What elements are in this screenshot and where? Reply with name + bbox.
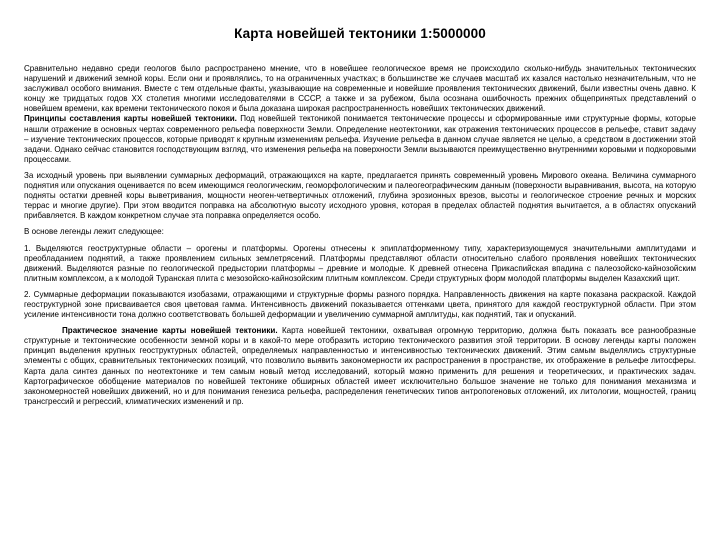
document-page xyxy=(24,0,696,407)
page-title: Карта новейшей тектоники 1:5000000 xyxy=(234,26,486,41)
document-body xyxy=(24,64,696,407)
paragraph-legend-item-1 xyxy=(24,244,696,284)
paragraph-text: Карта новейшей тектоники, охватывая огромную территорию, должна быть показать все разнообразные структурные и тектонические особенности земной коры и в какой-то мере отобразить историю тектонического развития этой территории. В основу легенды карты положен принцип выделения крупных геоструктурных областей, определяемых направленностью и интенсивностью тектонических движений. Этим самым выделялись структурные элементы с общих, сравнительных тектонических позиций, что позволило выявить закономерности их распространения в пространстве, их отображение в рельефе литосферы. Карта дала синтез данных по неотектонике и тем самым новый метод исследований, который можно применить для решения и теоретических, и практических задач. Картографическое обобщение материалов по новейшей тектонике обширных областей имеет исключительно большое значение не только для понимания механизма и закономерностей новейших движений, но и для понимания генезиса рельефа, распределения генетических типов антропогеновых отложений, их литологии, мощностей, границ трансгрессий и регрессий, климатических изменений и пр. xyxy=(24,326,696,406)
paragraph-heading: Практическое значение карты новейшей тектоники. xyxy=(62,326,278,336)
paragraph-text: 2. Суммарные деформации показываются изобазами, отражающими и структурные формы разного порядка. Направленность движения на карте показана раскраской. Каждой геоструктурной зоне присваивается своя цветовая гамма. Интенсивность движений показывается оттенками цвета, принятого для каждой геоструктурной области. При этом усиление интенсивности тона должно соответствовать большей деформации и увеличению суммарной амплитуды, как поднятий, так и опусканий. xyxy=(24,289,696,320)
paragraph-principles xyxy=(24,114,696,164)
paragraph-heading: Принципы составления карты новейшей тектоники. xyxy=(24,114,237,124)
paragraph-text: Сравнительно недавно среди геологов было распространено мнение, что в новейшее геологическое время не происходило сколько-нибудь значительных тектонических нарушений и движений земной коры. Если они и проявлялись, то на ограниченных участках; в большинстве же случаев масштаб их казался настолько незначительным, что не заслуживал особого внимания. Вместе с тем отдельные факты, указывающие на современные и новейшие проявления тектонических движений, были известны очень давно. К концу же тридцатых годов XX столетия многими исследователями в СССР, а также и за рубежом, была осознана ошибочность прежних общепринятых представлений о новейшем времени, как времени тектонического покоя и была доказана широкая распространенность новейших тектонических движений. xyxy=(24,64,696,114)
paragraph-text: В основе легенды лежит следующее: xyxy=(24,227,164,237)
paragraph-practical-significance xyxy=(24,326,696,407)
paragraph-text: 1. Выделяются геоструктурные области – орогены и платформы. Орогены отнесены к эпиплатформенному типу, характеризующемуся значительными амплитудами и преобладанием поднятий, а также проявлением сильных землетрясений. Платформы представляют области относительно слабого проявления новейших тектонических движений. Выделяются разные по геологической предыстории платформы – древние и молодые. К древней отнесена Прикаспийская впадина с палеозойско-кайнозойским плитным комплексом, а к молодой Туранская плита с мезозойско-кайнозойским плитным комплексом. Среди структурных форм молодой платформы выделен Казахский щит. xyxy=(24,243,696,283)
paragraph-base-level xyxy=(24,171,696,221)
paragraph-legend-intro xyxy=(24,227,696,237)
paragraph-legend-item-2 xyxy=(24,290,696,320)
paragraph-intro xyxy=(24,64,696,114)
paragraph-text: За исходный уровень при выявлении суммарных деформаций, отражающихся на карте, предлагается принять современный уровень Мирового океана. Величина суммарного поднятия или опускания оценивается по всем имеющимся геологическим, геоморфологическим и палеогеографическим данным (поверхности выравнивания, высота, на которую подняты остатки древней коры выветривания, мощности неоген-четвертичных отложений, глубина эрозионных врезов, высоты и геологическое строение речных и морских террас и многие другие). При этом вводится поправка на абсолютную высоту исходного уровня, которая в пределах областей поднятия вычитается, а в областях опусканий прибавляется. В каждом конкретном случае эта поправка определяется особо. xyxy=(24,170,696,221)
paragraph-text: Под новейшей тектоникой понимается тектонические процессы и сформированные ими структурные формы, которые нашли отражение в основных чертах современного рельефа поверхности Земли. Определение неотектоники, как отражения тектонических процессов в рельефе, ставит задачу – изучение тектонических процессов, которые приводят к крупным изменениям рельефа. Изучение рельефа в данном случае является не целью, а средством в достижении этой задачи. Однако сейчас становится господствующим взгляд, что изменения рельефа на поверхности Земли вызываются преимущественно внутренними коровыми и подкоровыми процессами. xyxy=(24,114,696,164)
